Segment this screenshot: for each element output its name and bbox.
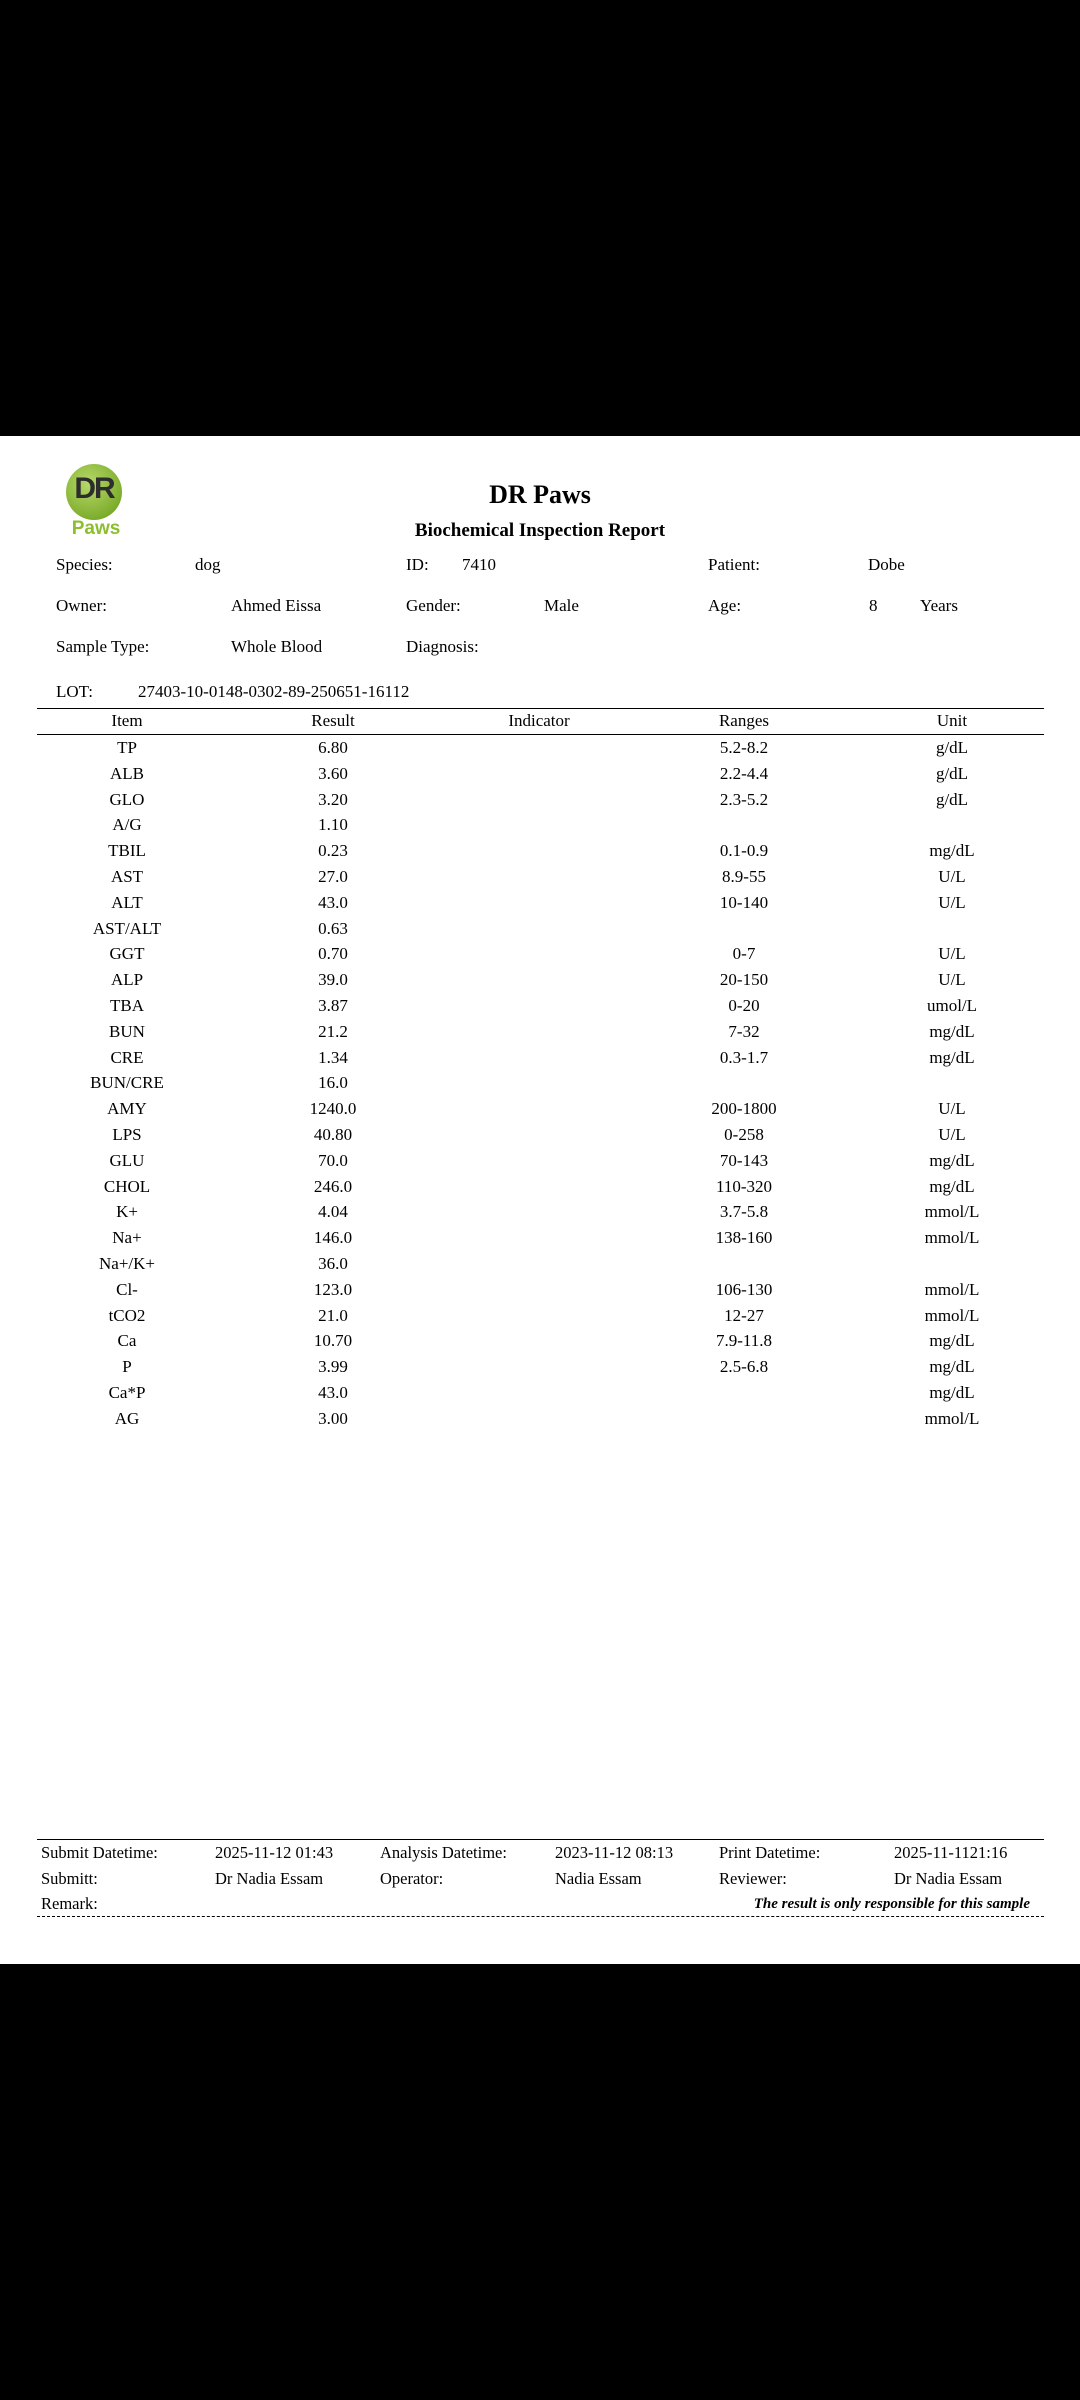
submitter-value: Dr Nadia Essam [215,1869,324,1888]
cell-item: Na+ [112,1228,142,1248]
cell-result: 0.70 [318,944,348,964]
header-unit: Unit [936,711,968,730]
cell-result: 3.99 [318,1357,348,1377]
cell-unit: U/L [938,866,966,886]
cell-result: 43.0 [318,892,348,912]
cell-result: 21.0 [318,1305,348,1325]
reviewer-value: Dr Nadia Essam [894,1869,1003,1888]
cell-unit: mmol/L [924,1305,980,1325]
cell-range: 138-160 [715,1228,773,1248]
cell-range: 2.2-4.4 [719,763,769,783]
cell-unit: mmol/L [924,1202,980,1222]
header-ranges: Ranges [718,711,770,730]
table-row [0,1071,1080,1097]
operator-label: Operator: [380,1869,444,1888]
cell-range: 0-7 [732,944,756,964]
cell-result: 16.0 [318,1073,348,1093]
cell-item: ALP [110,970,144,990]
cell-range: 7-32 [728,1021,760,1041]
species-value: dog [195,555,221,574]
table-row [0,1381,1080,1407]
table-row [0,762,1080,788]
table-row [0,1046,1080,1072]
reviewer-label: Reviewer: [719,1869,787,1888]
cell-result: 1.10 [318,815,348,835]
cell-unit: U/L [938,1099,966,1119]
cell-result: 10.70 [313,1331,353,1351]
cell-result: 27.0 [318,866,348,886]
cell-unit: mg/dL [929,1357,975,1377]
cell-unit: g/dL [935,789,969,809]
gender-value: Male [544,596,579,615]
table-row [0,1020,1080,1046]
cell-item: AG [114,1408,140,1428]
cell-result: 0.63 [318,918,348,938]
cell-range: 106-130 [715,1279,773,1299]
cell-range: 70-143 [719,1150,769,1170]
cell-result: 70.0 [318,1150,348,1170]
submitter-label: Submitt: [41,1869,98,1888]
table-row [0,1304,1080,1330]
table-row [0,891,1080,917]
patient-label: Patient: [708,555,760,574]
footer-dashed-rule [37,1916,1044,1917]
print-datetime-value: 2025-11-1121:16 [894,1843,1008,1862]
submit-datetime-value: 2025-11-12 01:43 [215,1843,334,1862]
table-row [0,1226,1080,1252]
cell-range: 12-27 [724,1305,764,1325]
cell-result: 3.20 [318,789,348,809]
cell-range: 10-140 [719,892,769,912]
cell-item: BUN [109,1021,145,1041]
table-row [0,1407,1080,1433]
cell-item: GLU [109,1150,145,1170]
sample-type-label: Sample Type: [56,637,150,656]
cell-item: Ca*P [108,1382,146,1402]
diagnosis-label: Diagnosis: [406,637,479,656]
patient-value: Dobe [868,555,905,574]
cell-result: 1240.0 [309,1099,357,1119]
age-value: 8 [869,596,878,615]
cell-item: tCO2 [108,1305,146,1325]
cell-unit: g/dL [935,738,969,757]
table-row [0,968,1080,994]
cell-unit: U/L [938,892,966,912]
lot-label: LOT: [56,682,93,701]
cell-unit: mmol/L [924,1228,980,1248]
cell-result: 40.80 [313,1124,353,1144]
cell-item: Cl- [116,1279,138,1299]
cell-unit: mg/dL [929,1021,975,1041]
table-row [0,1097,1080,1123]
cell-range: 110-320 [715,1176,773,1196]
header-indicator: Indicator [508,711,570,730]
cell-item: TBIL [108,841,146,861]
sample-type-value: Whole Blood [231,637,323,656]
cell-item: AMY [107,1099,147,1119]
table-top-rule [37,708,1044,709]
species-label: Species: [56,555,113,574]
cell-range: 7.9-11.8 [715,1331,773,1351]
cell-range: 3.7-5.8 [719,1202,769,1222]
cell-result: 246.0 [313,1176,353,1196]
cell-unit: mg/dL [929,1331,975,1351]
cell-item: LPS [112,1124,142,1144]
cell-range: 20-150 [719,970,769,990]
cell-result: 36.0 [318,1253,348,1273]
age-unit: Years [920,596,958,615]
cell-unit: mg/dL [929,1047,975,1067]
owner-value: Ahmed Eissa [231,596,322,615]
cell-range: 0.1-0.9 [719,841,769,861]
table-row [0,1175,1080,1201]
table-row [0,1149,1080,1175]
table-header-rule [37,734,1044,735]
cell-result: 1.34 [318,1047,348,1067]
id-value: 7410 [462,555,496,574]
cell-result: 4.04 [318,1202,348,1222]
table-row [0,942,1080,968]
cell-result: 123.0 [313,1279,353,1299]
cell-item: AST [110,866,144,886]
cell-item: Na+/K+ [99,1253,155,1273]
cell-unit: U/L [938,970,966,990]
cell-unit: mg/dL [929,1382,975,1402]
header-item: Item [111,711,143,730]
cell-item: TBA [110,995,144,1015]
table-row [0,1278,1080,1304]
logo-text-top: DR [74,472,114,505]
cell-result: 3.60 [318,763,348,783]
cell-result: 39.0 [318,970,348,990]
id-label: ID: [406,555,429,574]
table-row [0,839,1080,865]
cell-item: CHOL [103,1176,151,1196]
cell-item: AST/ALT [92,918,162,938]
age-label: Age: [708,596,742,615]
results-table-body [0,736,1080,1433]
table-row [0,1329,1080,1355]
table-row [0,865,1080,891]
cell-range: 8.9-55 [722,866,766,886]
cell-range: 5.2-8.2 [719,738,769,757]
submit-datetime-label: Submit Datetime: [41,1843,158,1862]
cell-item: P [122,1357,132,1377]
cell-range: 0.3-1.7 [719,1047,769,1067]
cell-item: Ca [117,1331,137,1351]
table-row [0,994,1080,1020]
analysis-datetime-label: Analysis Datetime: [380,1843,507,1862]
table-row [0,813,1080,839]
report-title: Biochemical Inspection Report [414,520,666,541]
cell-unit: U/L [938,944,966,964]
table-row [0,736,1080,762]
cell-unit: mg/dL [929,1150,975,1170]
cell-result: 43.0 [318,1382,348,1402]
cell-unit: U/L [938,1124,966,1144]
cell-unit: umol/L [926,995,978,1015]
cell-result: 6.80 [318,738,348,757]
cell-range: 2.3-5.2 [719,789,769,809]
cell-range: 200-1800 [711,1099,777,1119]
cell-unit: mg/dL [929,1176,975,1196]
cell-unit: mg/dL [929,841,975,861]
cell-item: ALT [111,892,143,912]
cell-range: 2.5-6.8 [719,1357,769,1377]
cell-item: K+ [116,1202,138,1222]
cell-item: TP [117,738,137,757]
owner-label: Owner: [56,596,107,615]
remark-label: Remark: [41,1894,98,1913]
table-row [0,917,1080,943]
header-result: Result [311,711,355,730]
cell-item: BUN/CRE [90,1073,164,1093]
print-datetime-label: Print Datetime: [719,1843,821,1862]
cell-unit: mmol/L [924,1408,980,1428]
cell-range: 0-20 [728,995,760,1015]
cell-item: GLO [109,789,145,809]
report-page [0,436,1080,1964]
cell-unit: g/dL [935,763,969,783]
cell-item: GGT [109,944,145,964]
cell-item: ALB [110,763,144,783]
operator-value: Nadia Essam [555,1869,642,1888]
logo-text-bottom: Paws [71,518,121,539]
footer-rule [37,1839,1044,1840]
table-row [0,1355,1080,1381]
lot-value: 27403-10-0148-0302-89-250651-16112 [138,682,410,701]
table-row [0,788,1080,814]
analysis-datetime-value: 2023-11-12 08:13 [555,1843,674,1862]
cell-unit: mmol/L [924,1279,980,1299]
cell-result: 3.87 [318,995,348,1015]
table-row [0,1123,1080,1149]
cell-range: 0-258 [724,1124,764,1144]
gender-label: Gender: [406,596,461,615]
table-row [0,1200,1080,1226]
table-row [0,1252,1080,1278]
disclaimer-text: The result is only responsible for this sample [753,1896,1030,1912]
cell-item: A/G [112,815,142,835]
cell-result: 146.0 [313,1228,353,1248]
cell-result: 3.00 [318,1408,348,1428]
cell-result: 21.2 [318,1021,348,1041]
clinic-name: DR Paws [489,480,591,509]
cell-result: 0.23 [318,841,348,861]
cell-item: CRE [110,1047,144,1067]
